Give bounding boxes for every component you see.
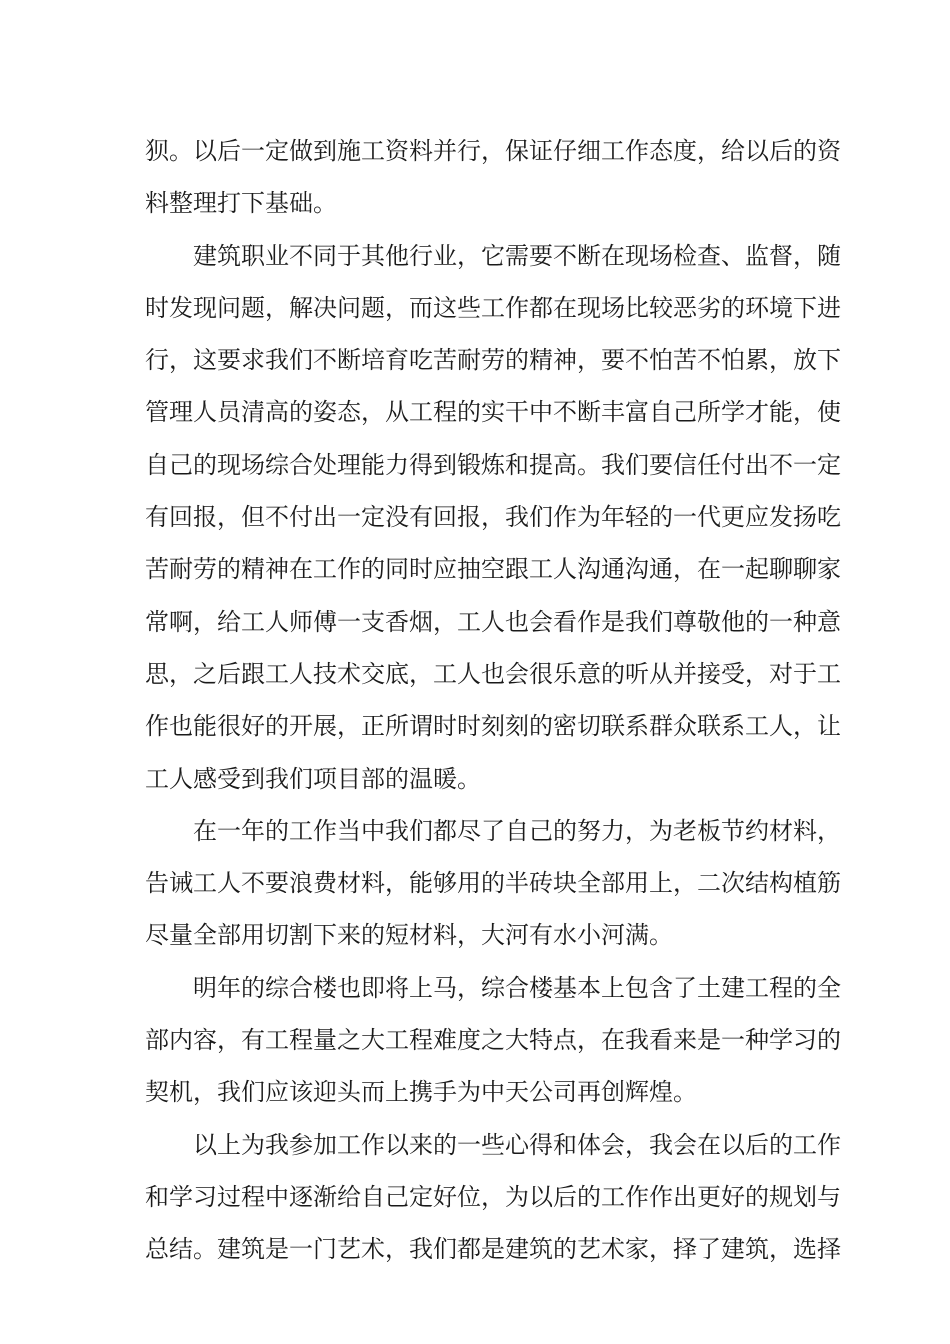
paragraph-1 xyxy=(145,127,841,232)
text-line: 苦耐劳的精神在工作的同时应抽空跟工人沟通沟通，在一起聊聊家 xyxy=(145,555,841,584)
text-line: 总结。建筑是一门艺术，我们都是建筑的艺术家，择了建筑，选择 xyxy=(145,1235,841,1264)
text-line: 作也能很好的开展，正所谓时时刻刻的密切联系群众联系工人，让 xyxy=(145,712,841,741)
text-line: 契机，我们应该迎头而上携手为中天公司再创辉煌。 xyxy=(145,1078,697,1107)
text-line: 自己的现场综合处理能力得到锻炼和提高。我们要信任付出不一定 xyxy=(145,450,841,479)
paragraph-3 xyxy=(145,807,841,964)
text-line: 建筑职业不同于其他行业，它需要不断在现场检查、监督，随 xyxy=(193,241,841,270)
text-line: 有回报，但不付出一定没有回报，我们作为年轻的一代更应发扬吃 xyxy=(145,503,841,532)
text-line: 料整理打下基础。 xyxy=(145,189,337,218)
text-line: 常啊，给工人师傅一支香烟，工人也会看作是我们尊敬他的一种意 xyxy=(145,607,841,636)
text-line: 狈。以后一定做到施工资料并行，保证仔细工作态度，给以后的资 xyxy=(145,137,841,165)
text-line: 思，之后跟工人技术交底，工人也会很乐意的听从并接受，对于工 xyxy=(145,659,841,688)
paragraph-4 xyxy=(145,964,841,1121)
document-body xyxy=(145,127,841,1278)
paragraph-2 xyxy=(145,232,841,807)
text-line: 管理人员清高的姿态，从工程的实干中不断丰富自己所学才能，使 xyxy=(145,398,841,427)
text-line: 和学习过程中逐渐给自己定好位，为以后的工作作出更好的规划与 xyxy=(145,1182,841,1211)
text-line: 在一年的工作当中我们都尽了自己的努力，为老板节约材料， xyxy=(193,816,841,845)
text-line: 明年的综合楼也即将上马，综合楼基本上包含了土建工程的全 xyxy=(193,973,841,1002)
text-line: 工人感受到我们项目部的温暖。 xyxy=(145,764,481,793)
text-line: 尽量全部用切割下来的短材料，大河有水小河满。 xyxy=(145,921,673,950)
text-line: 告诫工人不要浪费材料，能够用的半砖块全部用上，二次结构植筋 xyxy=(145,869,841,898)
text-line: 行，这要求我们不断培育吃苦耐劳的精神，要不怕苦不怕累，放下 xyxy=(145,346,841,375)
text-line: 时发现问题，解决问题，而这些工作都在现场比较恶劣的环境下进 xyxy=(145,293,841,322)
text-line: 以上为我参加工作以来的一些心得和体会，我会在以后的工作 xyxy=(193,1130,841,1159)
text-line: 部内容，有工程量之大工程难度之大特点，在我看来是一种学习的 xyxy=(145,1026,841,1055)
paragraph-5 xyxy=(145,1121,841,1278)
